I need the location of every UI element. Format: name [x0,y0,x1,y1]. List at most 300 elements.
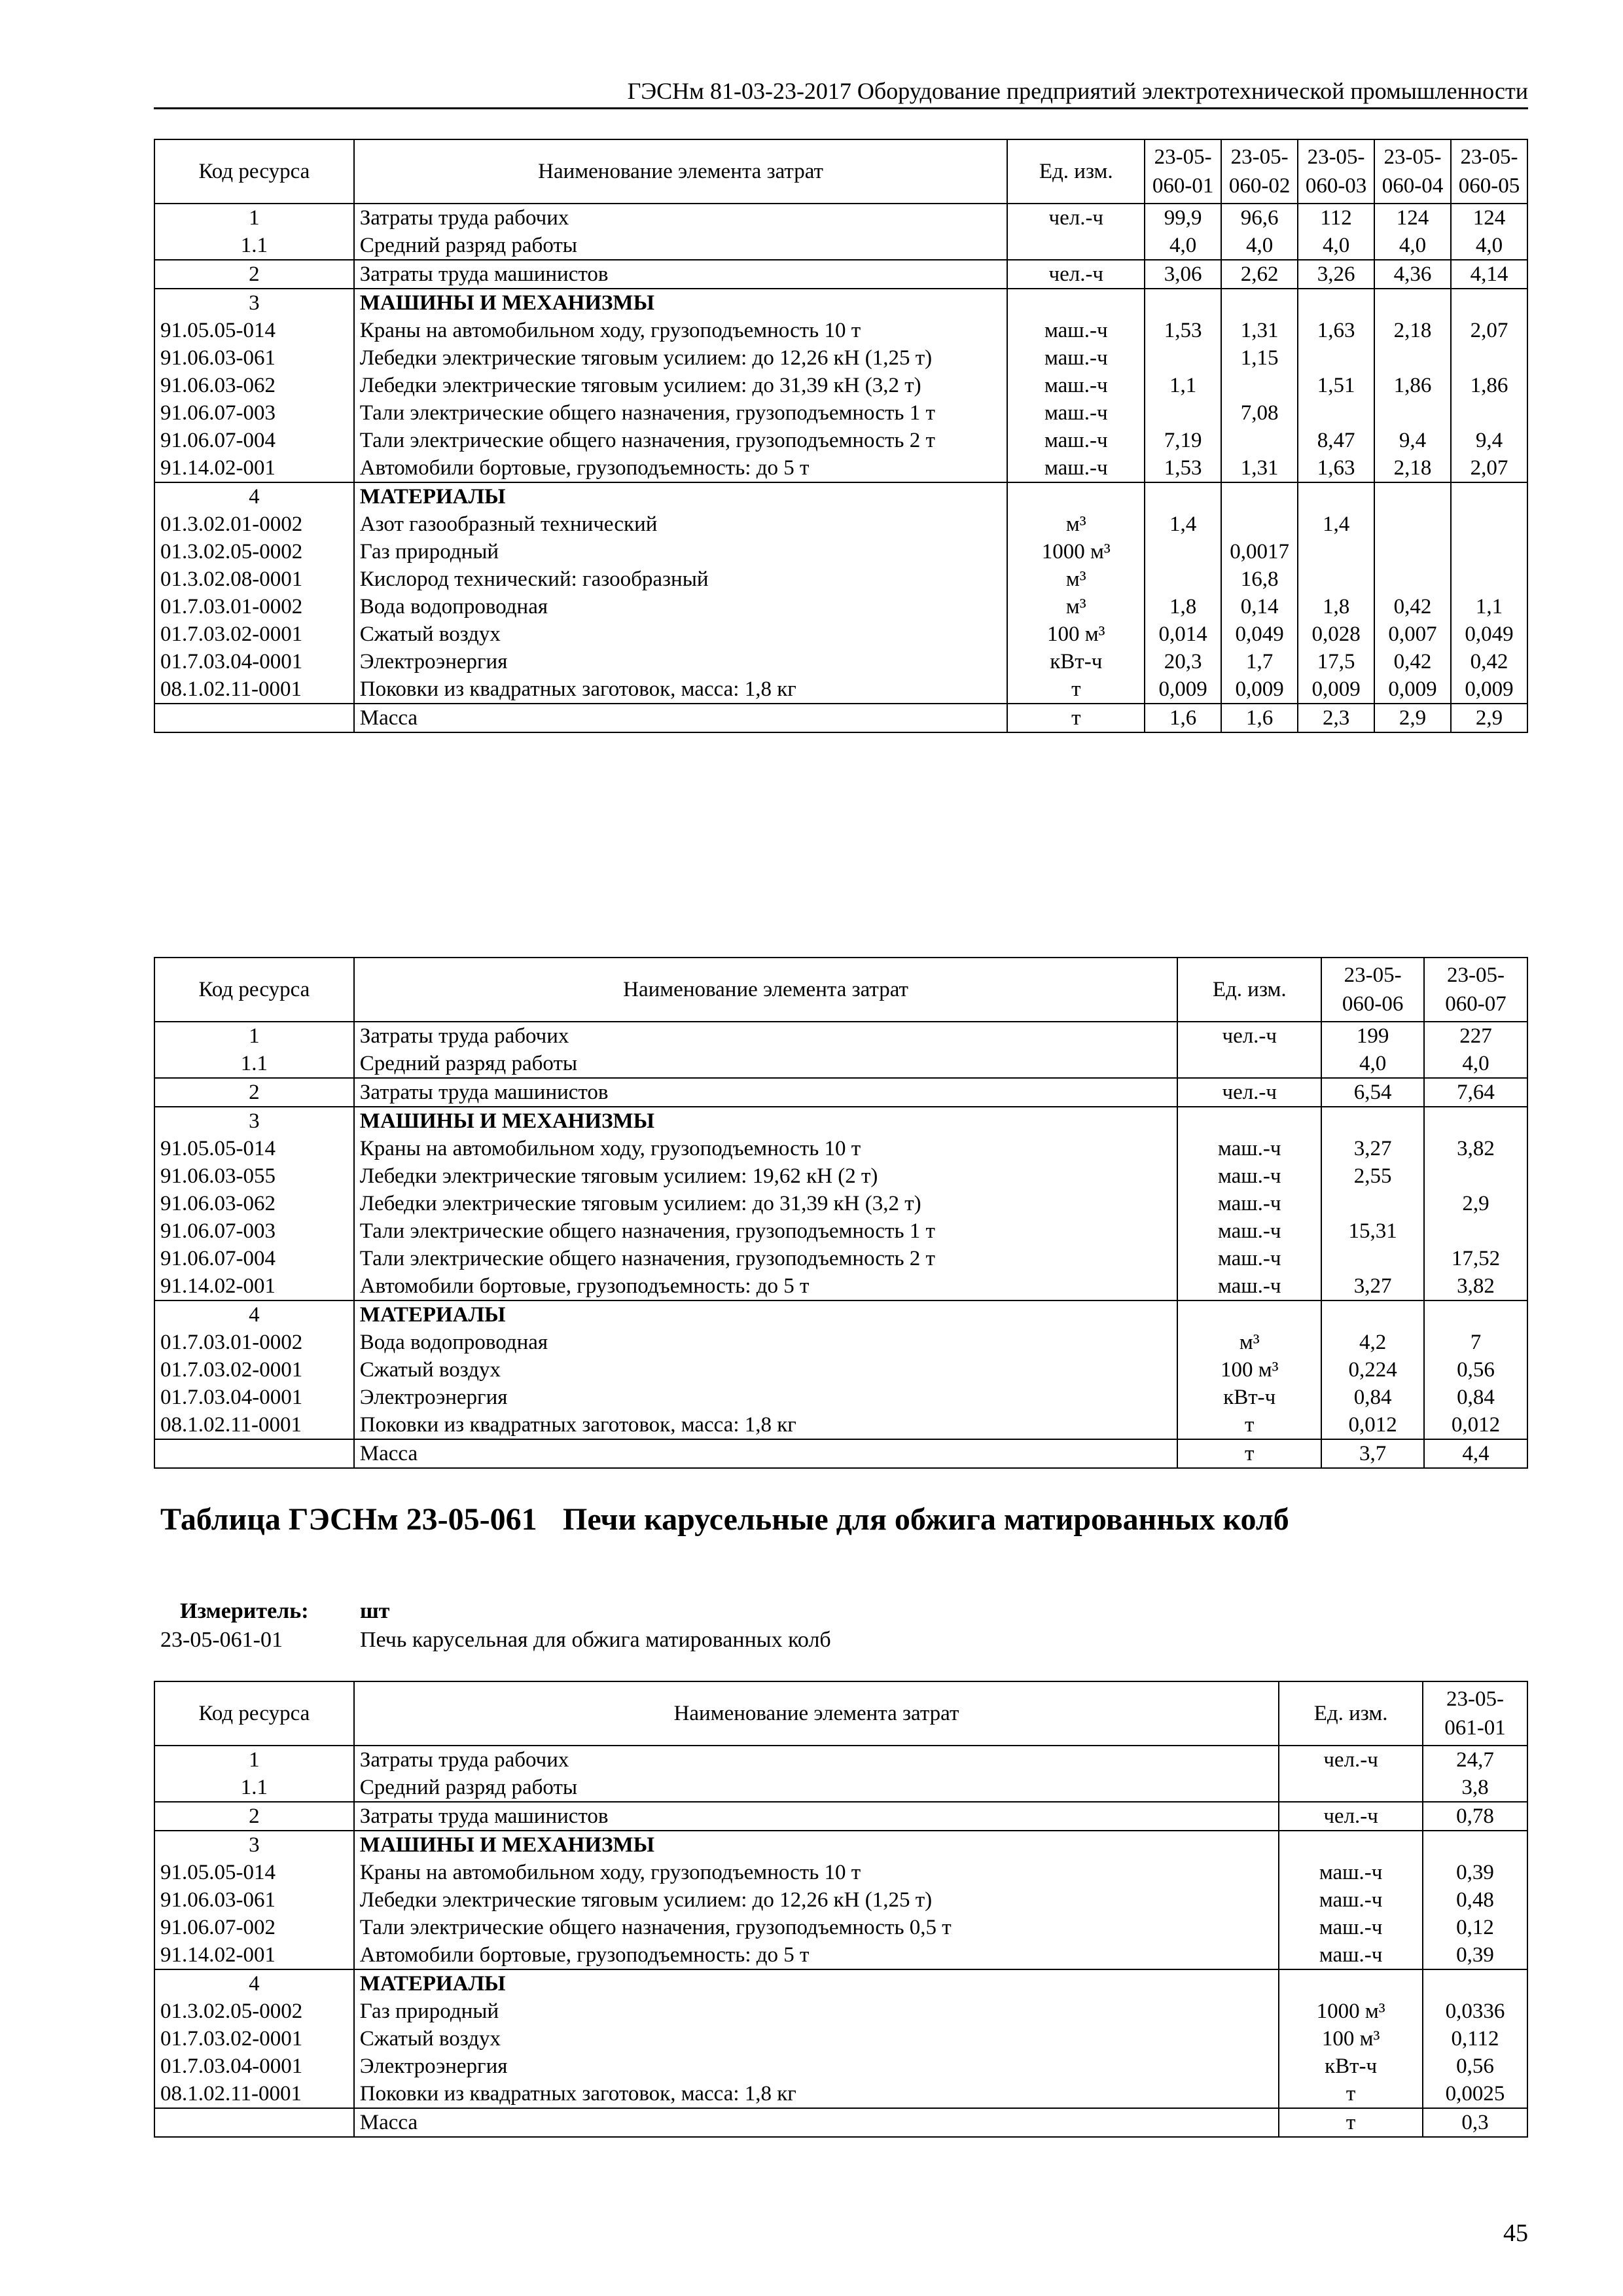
resource-name: Масса [354,2108,1279,2137]
resource-value: 3,26 [1298,260,1374,289]
table-row [154,232,1527,260]
resource-name: МАШИНЫ И МЕХАНИЗМЫ [354,1107,1178,1135]
resource-code: 91.06.07-004 [154,1245,354,1272]
resource-value [1321,1190,1424,1217]
table-row [154,593,1527,620]
table-row [154,511,1527,538]
resource-value: 2,62 [1221,260,1298,289]
resource-name: Автомобили бортовые, грузоподъемность: до 5 т [354,1941,1279,1969]
table-row [154,1245,1527,1272]
resource-name: Затраты труда машинистов [354,260,1008,289]
resource-value [1321,1245,1424,1272]
table-row [154,2080,1527,2108]
resource-value [1451,289,1527,317]
resource-code: 01.7.03.01-0002 [154,593,354,620]
resource-name: Кислород технический: газообразный [354,565,1008,593]
resource-value: 0,42 [1374,593,1451,620]
resource-unit: маш.-ч [1007,427,1145,454]
resource-unit [1279,1831,1423,1859]
resource-name: Лебедки электрические тяговым усилием: до 12,26 кН (1,25 т) [354,1886,1279,1914]
resource-value [1145,344,1221,372]
resource-code: 01.7.03.02-0001 [154,620,354,648]
resource-value [1424,1300,1527,1329]
resource-code: 1 [154,1022,354,1050]
resource-name: Затраты труда рабочих [354,204,1008,232]
resource-value: 4,0 [1145,232,1221,260]
resource-unit [1279,1969,1423,1998]
resource-name: Тали электрические общего назначения, грузоподъемность 2 т [354,1245,1178,1272]
resource-value: 0,112 [1423,2025,1527,2053]
resource-name: Автомобили бортовые, грузоподъемность: до 5 т [354,454,1008,482]
resource-value: 0,56 [1424,1356,1527,1384]
resource-name: МАТЕРИАЛЫ [354,1300,1178,1329]
resource-name: Вода водопроводная [354,593,1008,620]
table-row [154,1300,1527,1329]
col-name-header: Наименование элемента затрат [354,139,1008,204]
table-row [154,675,1527,704]
resource-value [1451,538,1527,565]
resource-value: 2,07 [1451,454,1527,482]
resource-value: 1,53 [1145,317,1221,344]
col-code-header: Код ресурса [154,1681,354,1746]
resource-value: 0,14 [1221,593,1298,620]
resource-value: 1,6 [1221,704,1298,732]
resource-value [1374,399,1451,427]
table-row [154,1969,1527,1998]
resource-value: 4,36 [1374,260,1451,289]
resource-value: 0,84 [1424,1384,1527,1411]
resource-name: Газ природный [354,538,1008,565]
table-row [154,1050,1527,1078]
resource-name: Сжатый воздух [354,1356,1178,1384]
resource-value: 2,9 [1451,704,1527,732]
resource-unit: маш.-ч [1177,1245,1321,1272]
resource-value: 2,18 [1374,317,1451,344]
table-row [154,454,1527,482]
table-row [154,1439,1527,1468]
resource-table-060-06-07 [154,957,1528,1469]
table-row [154,1217,1527,1245]
resource-code [154,1439,354,1468]
resource-value: 2,07 [1451,317,1527,344]
resource-value [1145,289,1221,317]
resource-name: Затраты труда рабочих [354,1746,1279,1774]
resource-value: 0,56 [1423,2053,1527,2080]
resource-unit: м³ [1007,593,1145,620]
resource-value: 3,27 [1321,1135,1424,1162]
table-row [154,427,1527,454]
table-row [154,289,1527,317]
resource-unit: 1000 м³ [1007,538,1145,565]
resource-value: 1,8 [1145,593,1221,620]
resource-value [1145,565,1221,593]
table-row [154,1998,1527,2025]
resource-value: 0,12 [1423,1914,1527,1941]
resource-name: Краны на автомобильном ходу, грузоподъемность 10 т [354,1859,1279,1886]
resource-unit: 100 м³ [1007,620,1145,648]
col-code-header: Код ресурса [154,139,354,204]
resource-value: 0,009 [1451,675,1527,704]
resource-value: 15,31 [1321,1217,1424,1245]
resource-name: Поковки из квадратных заготовок, масса: 1,8 кг [354,675,1008,704]
resource-name: Вода водопроводная [354,1329,1178,1356]
resource-value: 0,014 [1145,620,1221,648]
resource-value [1451,482,1527,511]
table-row [154,399,1527,427]
resource-value: 1,4 [1145,511,1221,538]
table-row [154,1162,1527,1190]
resource-unit: маш.-ч [1007,454,1145,482]
resource-value: 1,7 [1221,648,1298,675]
resource-value: 0,009 [1221,675,1298,704]
resource-value [1321,1107,1424,1135]
resource-unit: маш.-ч [1279,1941,1423,1969]
resource-value [1298,538,1374,565]
resource-value: 20,3 [1145,648,1221,675]
resource-code: 08.1.02.11-0001 [154,1411,354,1439]
resource-value: 1,63 [1298,454,1374,482]
resource-table-061-01 [154,1681,1528,2138]
resource-code: 2 [154,260,354,289]
resource-code: 01.3.02.08-0001 [154,565,354,593]
resource-unit: т [1279,2108,1423,2137]
resource-value: 0,007 [1374,620,1451,648]
resource-value: 4,4 [1424,1439,1527,1468]
resource-code: 91.05.05-014 [154,317,354,344]
resource-name: Тали электрические общего назначения, грузоподъемность 1 т [354,399,1008,427]
table-row [154,648,1527,675]
resource-value [1374,289,1451,317]
table-row [154,1411,1527,1439]
table-row [154,1272,1527,1300]
table-header-row [154,139,1527,204]
resource-unit: маш.-ч [1279,1886,1423,1914]
table-row [154,1384,1527,1411]
table-row [154,565,1527,593]
resource-unit: 100 м³ [1177,1356,1321,1384]
col-value-header: 23-05- 060-05 [1451,139,1527,204]
resource-value [1298,344,1374,372]
table-title [160,1499,1289,1541]
resource-value: 9,4 [1451,427,1527,454]
resource-value: 2,9 [1374,704,1451,732]
resource-value [1374,565,1451,593]
resource-value [1145,538,1221,565]
resource-code: 01.7.03.04-0001 [154,648,354,675]
resource-value: 3,7 [1321,1439,1424,1468]
resource-name: МАТЕРИАЛЫ [354,1969,1279,1998]
resource-code: 91.06.07-004 [154,427,354,454]
resource-value: 1,53 [1145,454,1221,482]
resource-value: 0,3 [1423,2108,1527,2137]
resource-code: 01.7.03.04-0001 [154,2053,354,2080]
resource-name: Лебедки электрические тяговым усилием: до 31,39 кН (3,2 т) [354,1190,1178,1217]
resource-value [1451,399,1527,427]
resource-value: 17,5 [1298,648,1374,675]
resource-value: 3,8 [1423,1774,1527,1802]
resource-name: Затраты труда рабочих [354,1022,1178,1050]
resource-unit: чел.-ч [1177,1022,1321,1050]
resource-unit [1177,1107,1321,1135]
resource-name: Тали электрические общего назначения, грузоподъемность 0,5 т [354,1914,1279,1941]
resource-value [1221,372,1298,399]
resource-value [1221,511,1298,538]
col-value-header: 23-05- 060-07 [1424,958,1527,1022]
resource-value: 124 [1451,204,1527,232]
resource-code: 4 [154,1969,354,1998]
resource-value: 4,2 [1321,1329,1424,1356]
resource-value [1374,482,1451,511]
resource-value: 9,4 [1374,427,1451,454]
col-value-header: 23-05- 061-01 [1423,1681,1527,1746]
resource-value [1298,289,1374,317]
resource-name: Автомобили бортовые, грузоподъемность: до 5 т [354,1272,1178,1300]
resource-unit: маш.-ч [1177,1217,1321,1245]
resource-code: 01.3.02.05-0002 [154,538,354,565]
resource-value: 0,049 [1221,620,1298,648]
table-row [154,1941,1527,1969]
table-row [154,1135,1527,1162]
resource-name: Масса [354,1439,1178,1468]
resource-value: 2,3 [1298,704,1374,732]
resource-code: 3 [154,1107,354,1135]
resource-name: Затраты труда машинистов [354,1802,1279,1831]
resource-value: 3,06 [1145,260,1221,289]
resource-value [1221,289,1298,317]
resource-name: Сжатый воздух [354,620,1008,648]
resource-value [1145,399,1221,427]
col-value-header: 23-05- 060-02 [1221,139,1298,204]
resource-unit: чел.-ч [1279,1746,1423,1774]
resource-value: 3,82 [1424,1272,1527,1300]
table-row [154,2053,1527,2080]
table-row [154,538,1527,565]
table-row [154,1831,1527,1859]
table-row [154,2108,1527,2137]
resource-value: 3,82 [1424,1135,1527,1162]
resource-value: 2,55 [1321,1162,1424,1190]
resource-value [1321,1300,1424,1329]
resource-value: 0,0336 [1423,1998,1527,2025]
item-code: 23-05-061-01 [160,1628,283,1652]
resource-code: 1.1 [154,232,354,260]
table-row [154,1356,1527,1384]
resource-value: 7,08 [1221,399,1298,427]
meter-block [160,1597,831,1655]
resource-value: 0,39 [1423,1859,1527,1886]
resource-name: Лебедки электрические тяговым усилием: до 31,39 кН (3,2 т) [354,372,1008,399]
resource-unit: маш.-ч [1177,1272,1321,1300]
resource-code: 91.06.03-061 [154,1886,354,1914]
resource-unit: маш.-ч [1007,399,1145,427]
resource-value: 0,48 [1423,1886,1527,1914]
resource-table-060-01-05 [154,139,1528,733]
resource-unit: т [1177,1411,1321,1439]
col-unit-header: Ед. изм. [1007,139,1145,204]
resource-name: Масса [354,704,1008,732]
resource-value: 24,7 [1423,1746,1527,1774]
resource-name: Поковки из квадратных заготовок, масса: 1,8 кг [354,1411,1178,1439]
resource-name: Электроэнергия [354,2053,1279,2080]
col-value-header: 23-05- 060-04 [1374,139,1451,204]
resource-value: 4,0 [1374,232,1451,260]
resource-value: 0,84 [1321,1384,1424,1411]
resource-code: 1.1 [154,1774,354,1802]
resource-value: 4,0 [1321,1050,1424,1078]
resource-unit: чел.-ч [1177,1078,1321,1107]
resource-value: 0,78 [1423,1802,1527,1831]
resource-name: Краны на автомобильном ходу, грузоподъемность 10 т [354,317,1008,344]
page-header: ГЭСНм 81-03-23-2017 Оборудование предприятий электротехнической промышленности [154,77,1528,109]
resource-value [1298,399,1374,427]
resource-code: 91.06.07-002 [154,1914,354,1941]
resource-value: 1,15 [1221,344,1298,372]
resource-value: 1,6 [1145,704,1221,732]
resource-value [1424,1162,1527,1190]
resource-code: 4 [154,482,354,511]
resource-code: 91.06.03-062 [154,1190,354,1217]
resource-value: 99,9 [1145,204,1221,232]
resource-code: 3 [154,289,354,317]
col-code-header: Код ресурса [154,958,354,1022]
resource-value: 0,0025 [1423,2080,1527,2108]
resource-unit: кВт-ч [1007,648,1145,675]
resource-code: 01.7.03.04-0001 [154,1384,354,1411]
resource-value [1423,1969,1527,1998]
resource-code: 4 [154,1300,354,1329]
resource-code: 01.3.02.01-0002 [154,511,354,538]
resource-code: 91.05.05-014 [154,1135,354,1162]
resource-name: МАШИНЫ И МЕХАНИЗМЫ [354,289,1008,317]
col-unit-header: Ед. изм. [1177,958,1321,1022]
table-row [154,1859,1527,1886]
resource-unit: маш.-ч [1007,372,1145,399]
resource-code: 01.7.03.01-0002 [154,1329,354,1356]
resource-value: 0,39 [1423,1941,1527,1969]
resource-name: МАШИНЫ И МЕХАНИЗМЫ [354,1831,1279,1859]
resource-value: 1,86 [1374,372,1451,399]
table-header-row [154,1681,1527,1746]
resource-unit: т [1279,2080,1423,2108]
resource-unit: кВт-ч [1177,1384,1321,1411]
resource-value [1221,427,1298,454]
resource-code: 1.1 [154,1050,354,1078]
resource-unit: м³ [1007,565,1145,593]
table-row [154,704,1527,732]
resource-name: Поковки из квадратных заготовок, масса: 1,8 кг [354,2080,1279,2108]
resource-value: 0,012 [1424,1411,1527,1439]
resource-code [154,704,354,732]
resource-value: 0,028 [1298,620,1374,648]
resource-unit [1177,1300,1321,1329]
resource-code: 1 [154,1746,354,1774]
resource-value [1298,565,1374,593]
resource-name: Электроэнергия [354,648,1008,675]
resource-unit: маш.-ч [1177,1135,1321,1162]
table-row [154,1774,1527,1802]
resource-name: Тали электрические общего назначения, грузоподъемность 1 т [354,1217,1178,1245]
resource-value: 1,1 [1451,593,1527,620]
resource-value: 17,52 [1424,1245,1527,1272]
resource-code: 2 [154,1078,354,1107]
resource-value: 199 [1321,1022,1424,1050]
resource-unit: маш.-ч [1279,1859,1423,1886]
resource-value: 0,009 [1298,675,1374,704]
resource-value [1374,344,1451,372]
resource-unit [1007,232,1145,260]
resource-code: 91.14.02-001 [154,1941,354,1969]
table-row [154,1190,1527,1217]
resource-value: 6,54 [1321,1078,1424,1107]
table-row [154,1078,1527,1107]
col-unit-header: Ед. изм. [1279,1681,1423,1746]
resource-value: 96,6 [1221,204,1298,232]
resource-unit [1177,1050,1321,1078]
resource-name: Газ природный [354,1998,1279,2025]
table-caption: Печи карусельные для обжига матированных колб [563,1502,1289,1537]
resource-unit: м³ [1177,1329,1321,1356]
resource-code: 08.1.02.11-0001 [154,675,354,704]
resource-unit: т [1007,704,1145,732]
resource-value: 7 [1424,1329,1527,1356]
resource-value [1145,482,1221,511]
resource-value: 4,0 [1451,232,1527,260]
resource-value [1423,1831,1527,1859]
resource-value: 1,63 [1298,317,1374,344]
resource-name: Средний разряд работы [354,1774,1279,1802]
table-row [154,1022,1527,1050]
resource-value: 0,049 [1451,620,1527,648]
resource-code: 91.06.03-055 [154,1162,354,1190]
resource-value: 1,86 [1451,372,1527,399]
resource-unit: чел.-ч [1279,1802,1423,1831]
resource-code: 91.06.03-061 [154,344,354,372]
resource-unit: чел.-ч [1007,204,1145,232]
table-row [154,1802,1527,1831]
resource-value: 124 [1374,204,1451,232]
resource-value: 1,1 [1145,372,1221,399]
resource-value [1374,538,1451,565]
resource-code: 91.06.07-003 [154,1217,354,1245]
resource-value: 7,64 [1424,1078,1527,1107]
resource-unit [1007,482,1145,511]
resource-unit: 100 м³ [1279,2025,1423,2053]
col-name-header: Наименование элемента затрат [354,958,1178,1022]
resource-value: 4,0 [1221,232,1298,260]
resource-value: 8,47 [1298,427,1374,454]
resource-value: 0,009 [1145,675,1221,704]
resource-value: 0,012 [1321,1411,1424,1439]
resource-code: 91.14.02-001 [154,1272,354,1300]
resource-unit: кВт-ч [1279,2053,1423,2080]
resource-value: 0,224 [1321,1356,1424,1384]
table-row [154,1329,1527,1356]
resource-unit: маш.-ч [1007,317,1145,344]
resource-code: 08.1.02.11-0001 [154,2080,354,2108]
resource-name: Тали электрические общего назначения, грузоподъемность 2 т [354,427,1008,454]
col-value-header: 23-05- 060-06 [1321,958,1424,1022]
resource-value: 4,0 [1298,232,1374,260]
table-row [154,372,1527,399]
col-value-header: 23-05- 060-03 [1298,139,1374,204]
resource-code: 01.7.03.02-0001 [154,2025,354,2053]
resource-value: 0,0017 [1221,538,1298,565]
resource-value: 2,9 [1424,1190,1527,1217]
table-row [154,1746,1527,1774]
resource-value: 0,009 [1374,675,1451,704]
col-name-header: Наименование элемента затрат [354,1681,1279,1746]
resource-unit: м³ [1007,511,1145,538]
